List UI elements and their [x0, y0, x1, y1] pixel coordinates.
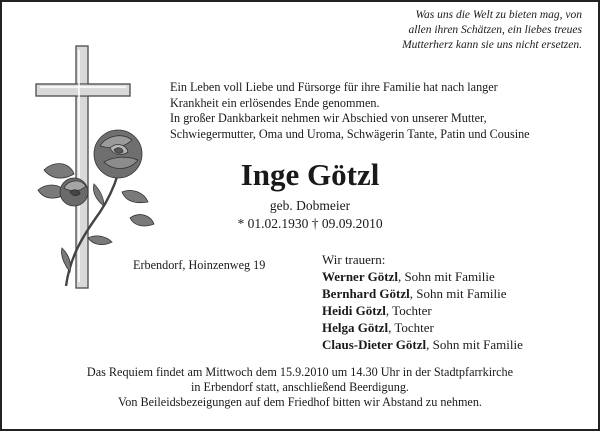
intro-line: In großer Dankbarkeit nehmen wir Abschied von unserer Mutter,	[170, 111, 487, 125]
quote-line: allen ihren Schätzen, ein liebes treues	[408, 24, 582, 36]
mourner-relation: , Sohn mit Familie	[426, 337, 523, 352]
intro-line: Krankheit ein erlösendes Ende genommen.	[170, 95, 380, 110]
mourner-relation: , Tochter	[388, 320, 434, 335]
mourner-row	[322, 319, 592, 336]
quote-line: Was uns die Welt zu bieten mag, von	[415, 9, 582, 21]
deceased-name: Inge Götzl	[240, 157, 380, 192]
footer-line: in Erbendorf statt, anschließend Beerdigung.	[191, 380, 409, 394]
mourner-name: Werner Götzl	[322, 269, 398, 284]
mourners-list	[322, 251, 592, 353]
mourner-name: Heidi Götzl	[322, 303, 386, 318]
mourner-row	[322, 268, 592, 285]
quote-line: Mutterherz kann sie uns nicht ersetzen.	[402, 39, 582, 51]
address: Erbendorf, Hoinzenweg 19	[133, 258, 266, 272]
intro-line: Schwiegermutter, Oma und Uroma, Schwägerin Tante, Patin und Cousine	[170, 126, 530, 141]
mourner-name: Claus-Dieter Götzl	[322, 337, 427, 352]
mourner-name: Helga Götzl	[322, 320, 389, 335]
footer-text	[2, 365, 598, 410]
mourner-relation: , Sohn mit Familie	[409, 286, 507, 301]
mourner-relation: , Tochter	[385, 303, 432, 318]
mourner-relation: , Sohn mit Familie	[397, 269, 495, 284]
mourner-row	[322, 285, 592, 302]
intro-text	[170, 80, 590, 142]
mourner-name: Bernhard Götzl	[322, 286, 410, 301]
life-dates: * 01.02.1930 † 09.09.2010	[237, 216, 383, 231]
footer-line: Das Requiem findet am Mittwoch dem 15.9.2010 um 14.30 Uhr in der Stadtpfarrkirche	[86, 365, 514, 379]
birth-name: geb. Dobmeier	[269, 198, 351, 213]
mourner-row	[322, 302, 592, 319]
mourners-heading: Wir trauern:	[322, 252, 386, 267]
footer-line: Von Beileidsbezeigungen auf dem Friedhof bitten wir Abstand zu nehmen.	[118, 395, 482, 409]
intro-line: Ein Leben voll Liebe und Fürsorge für ihre Familie hat nach langer	[170, 80, 498, 94]
mourner-row	[322, 336, 592, 353]
quote	[322, 8, 582, 53]
cross-with-rose-illustration	[30, 42, 160, 292]
